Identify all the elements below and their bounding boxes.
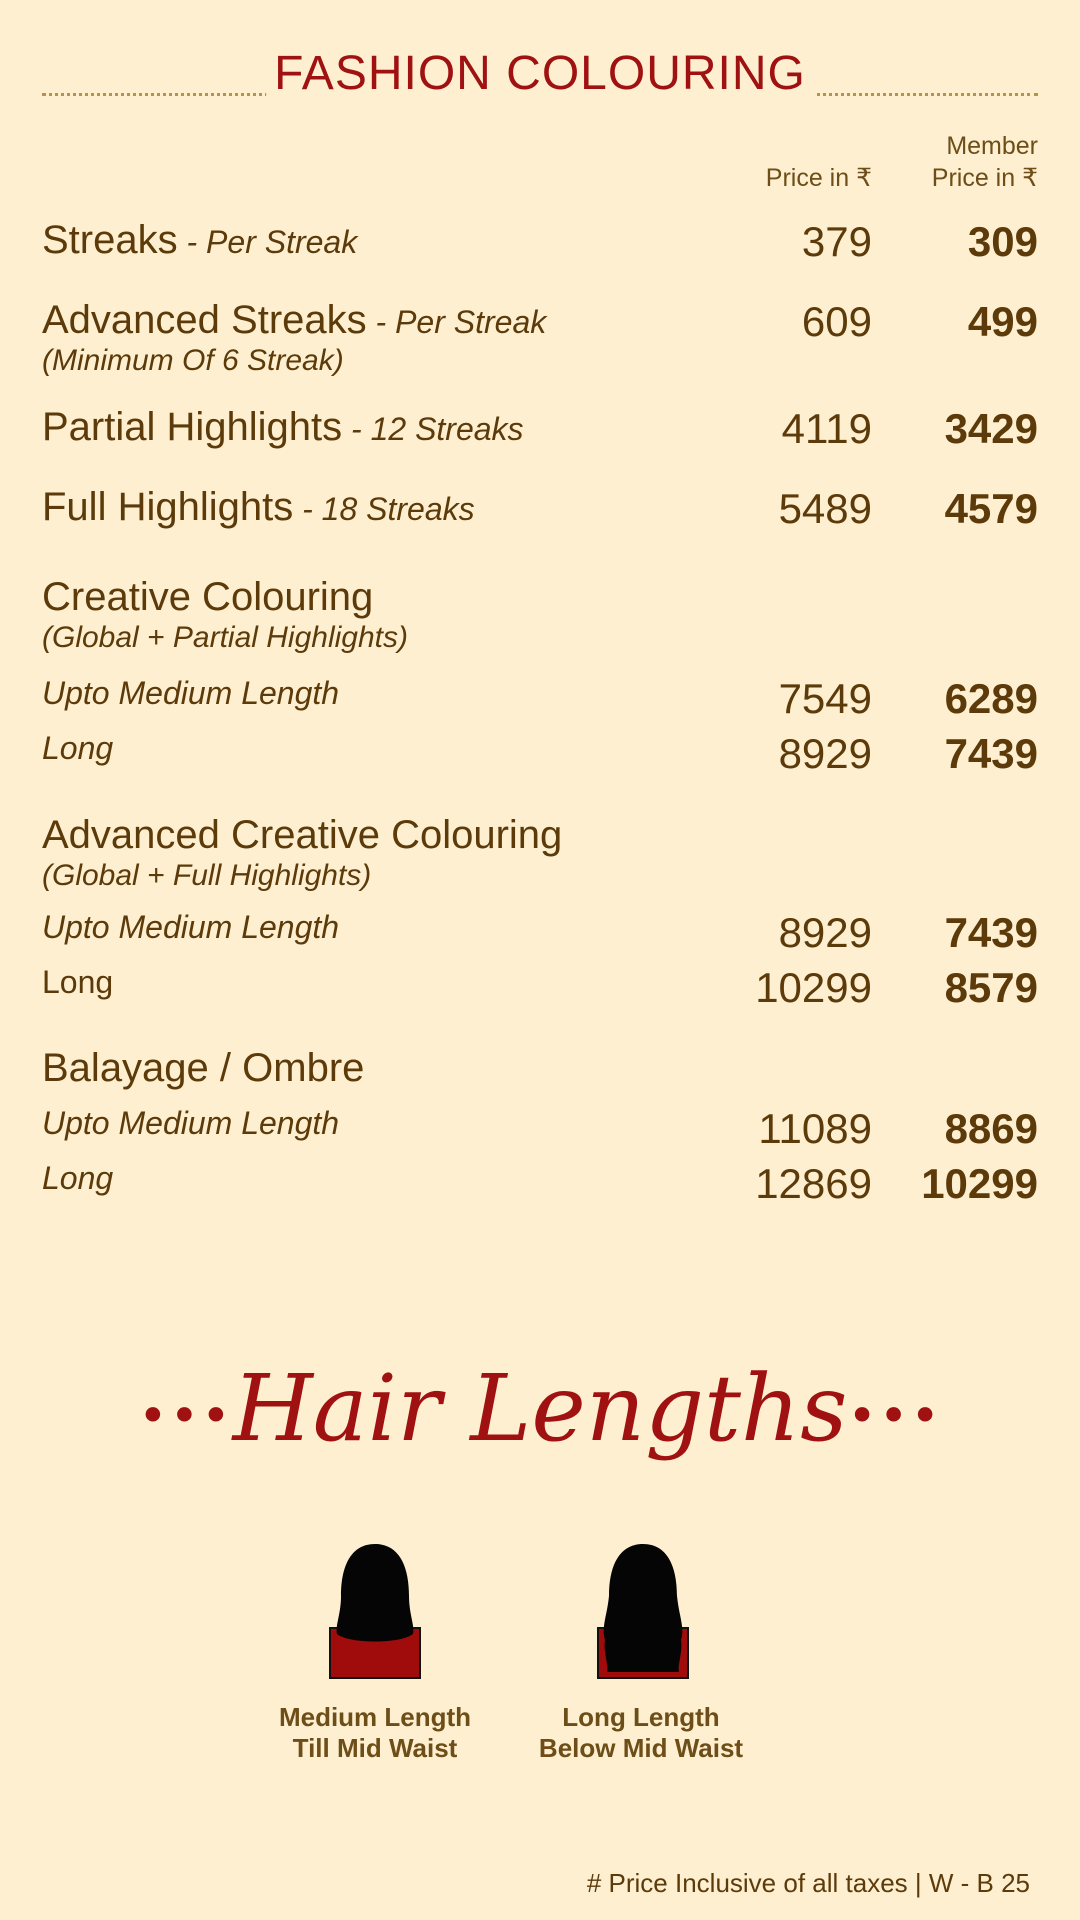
caption-line: Medium Length (278, 1702, 472, 1732)
member-price-value: 8869 (944, 1105, 1038, 1152)
service-suffix: - Per Streak (177, 224, 358, 260)
hair-lengths-heading (0, 1355, 1080, 1462)
section-title: Balayage / Ombre (42, 1046, 365, 1090)
service-row-advanced-streaks (42, 298, 1038, 377)
decorative-dots-left: ••• (138, 1387, 233, 1446)
section-note: (Global + Partial Highlights) (42, 621, 408, 654)
balayage-row-long (42, 1160, 1038, 1210)
decorative-dots-right: ••• (847, 1387, 942, 1446)
length-label: Upto Medium Length (42, 1105, 340, 1141)
medium-length-hair-icon (329, 1540, 421, 1680)
member-price-header (932, 130, 1038, 194)
member-price-value: 7439 (944, 909, 1038, 956)
service-suffix: - Per Streak (366, 304, 547, 340)
hair-lengths-title: Hair Lengths (232, 1355, 848, 1462)
member-header-line2: Price in ₹ (931, 164, 1038, 192)
price-value: 11089 (758, 1105, 872, 1152)
price-value: 8929 (778, 909, 872, 956)
member-price-value: 10299 (921, 1160, 1038, 1207)
length-label: Long (42, 1160, 114, 1196)
section-balayage-ombre (42, 1046, 1038, 1096)
caption-line: Long Length (562, 1702, 720, 1732)
service-row-streaks (42, 218, 1038, 268)
price-value: 10299 (755, 964, 872, 1011)
member-price-value: 3429 (944, 405, 1038, 452)
section-note: (Global + Full Highlights) (42, 859, 372, 892)
price-value: 609 (801, 298, 872, 345)
length-label: Long (42, 964, 114, 1000)
member-price-value: 7439 (944, 730, 1038, 777)
length-label: Upto Medium Length (42, 675, 340, 711)
service-row-full-highlights (42, 485, 1038, 535)
price-value: 7549 (778, 675, 872, 722)
section-title: Creative Colouring (42, 575, 374, 619)
member-price-value: 4579 (944, 485, 1038, 532)
balayage-row-medium (42, 1105, 1038, 1155)
member-price-value: 8579 (944, 964, 1038, 1011)
creative-row-medium (42, 675, 1038, 725)
advanced-creative-row-long (42, 964, 1038, 1014)
member-price-value: 309 (967, 218, 1038, 265)
section-advanced-creative-colouring (42, 813, 1038, 892)
medium-length-caption (245, 1702, 505, 1764)
service-row-partial-highlights (42, 405, 1038, 455)
title-area (42, 46, 1038, 106)
service-suffix: - 12 Streaks (342, 411, 524, 447)
price-value: 5489 (778, 485, 872, 532)
section-creative-colouring (42, 575, 1038, 654)
price-value: 8929 (778, 730, 872, 777)
page-title: FASHION COLOURING (266, 46, 814, 101)
price-value: 379 (801, 218, 872, 265)
creative-row-long (42, 730, 1038, 780)
long-length-caption (511, 1702, 771, 1764)
length-label: Long (42, 730, 114, 766)
caption-line: Till Mid Waist (292, 1733, 458, 1763)
advanced-creative-row-medium (42, 909, 1038, 959)
long-length-hair-icon (597, 1540, 689, 1680)
price-value: 12869 (755, 1160, 872, 1207)
caption-line: Below Mid Waist (538, 1733, 744, 1763)
member-header-line1: Member (946, 132, 1038, 160)
member-price-value: 499 (967, 298, 1038, 345)
service-note: (Minimum Of 6 Streak) (42, 344, 344, 377)
tax-footer-note: # Price Inclusive of all taxes | W - B 25 (586, 1868, 1030, 1898)
service-name: Advanced Streaks (42, 298, 367, 342)
service-name: Streaks (42, 218, 178, 262)
service-name: Partial Highlights (42, 405, 343, 449)
length-label: Upto Medium Length (42, 909, 340, 945)
price-value: 4119 (781, 405, 872, 452)
price-header: Price in ₹ (765, 164, 872, 192)
section-title: Advanced Creative Colouring (42, 813, 563, 857)
service-suffix: - 18 Streaks (293, 491, 475, 527)
member-price-value: 6289 (944, 675, 1038, 722)
service-name: Full Highlights (42, 485, 294, 529)
